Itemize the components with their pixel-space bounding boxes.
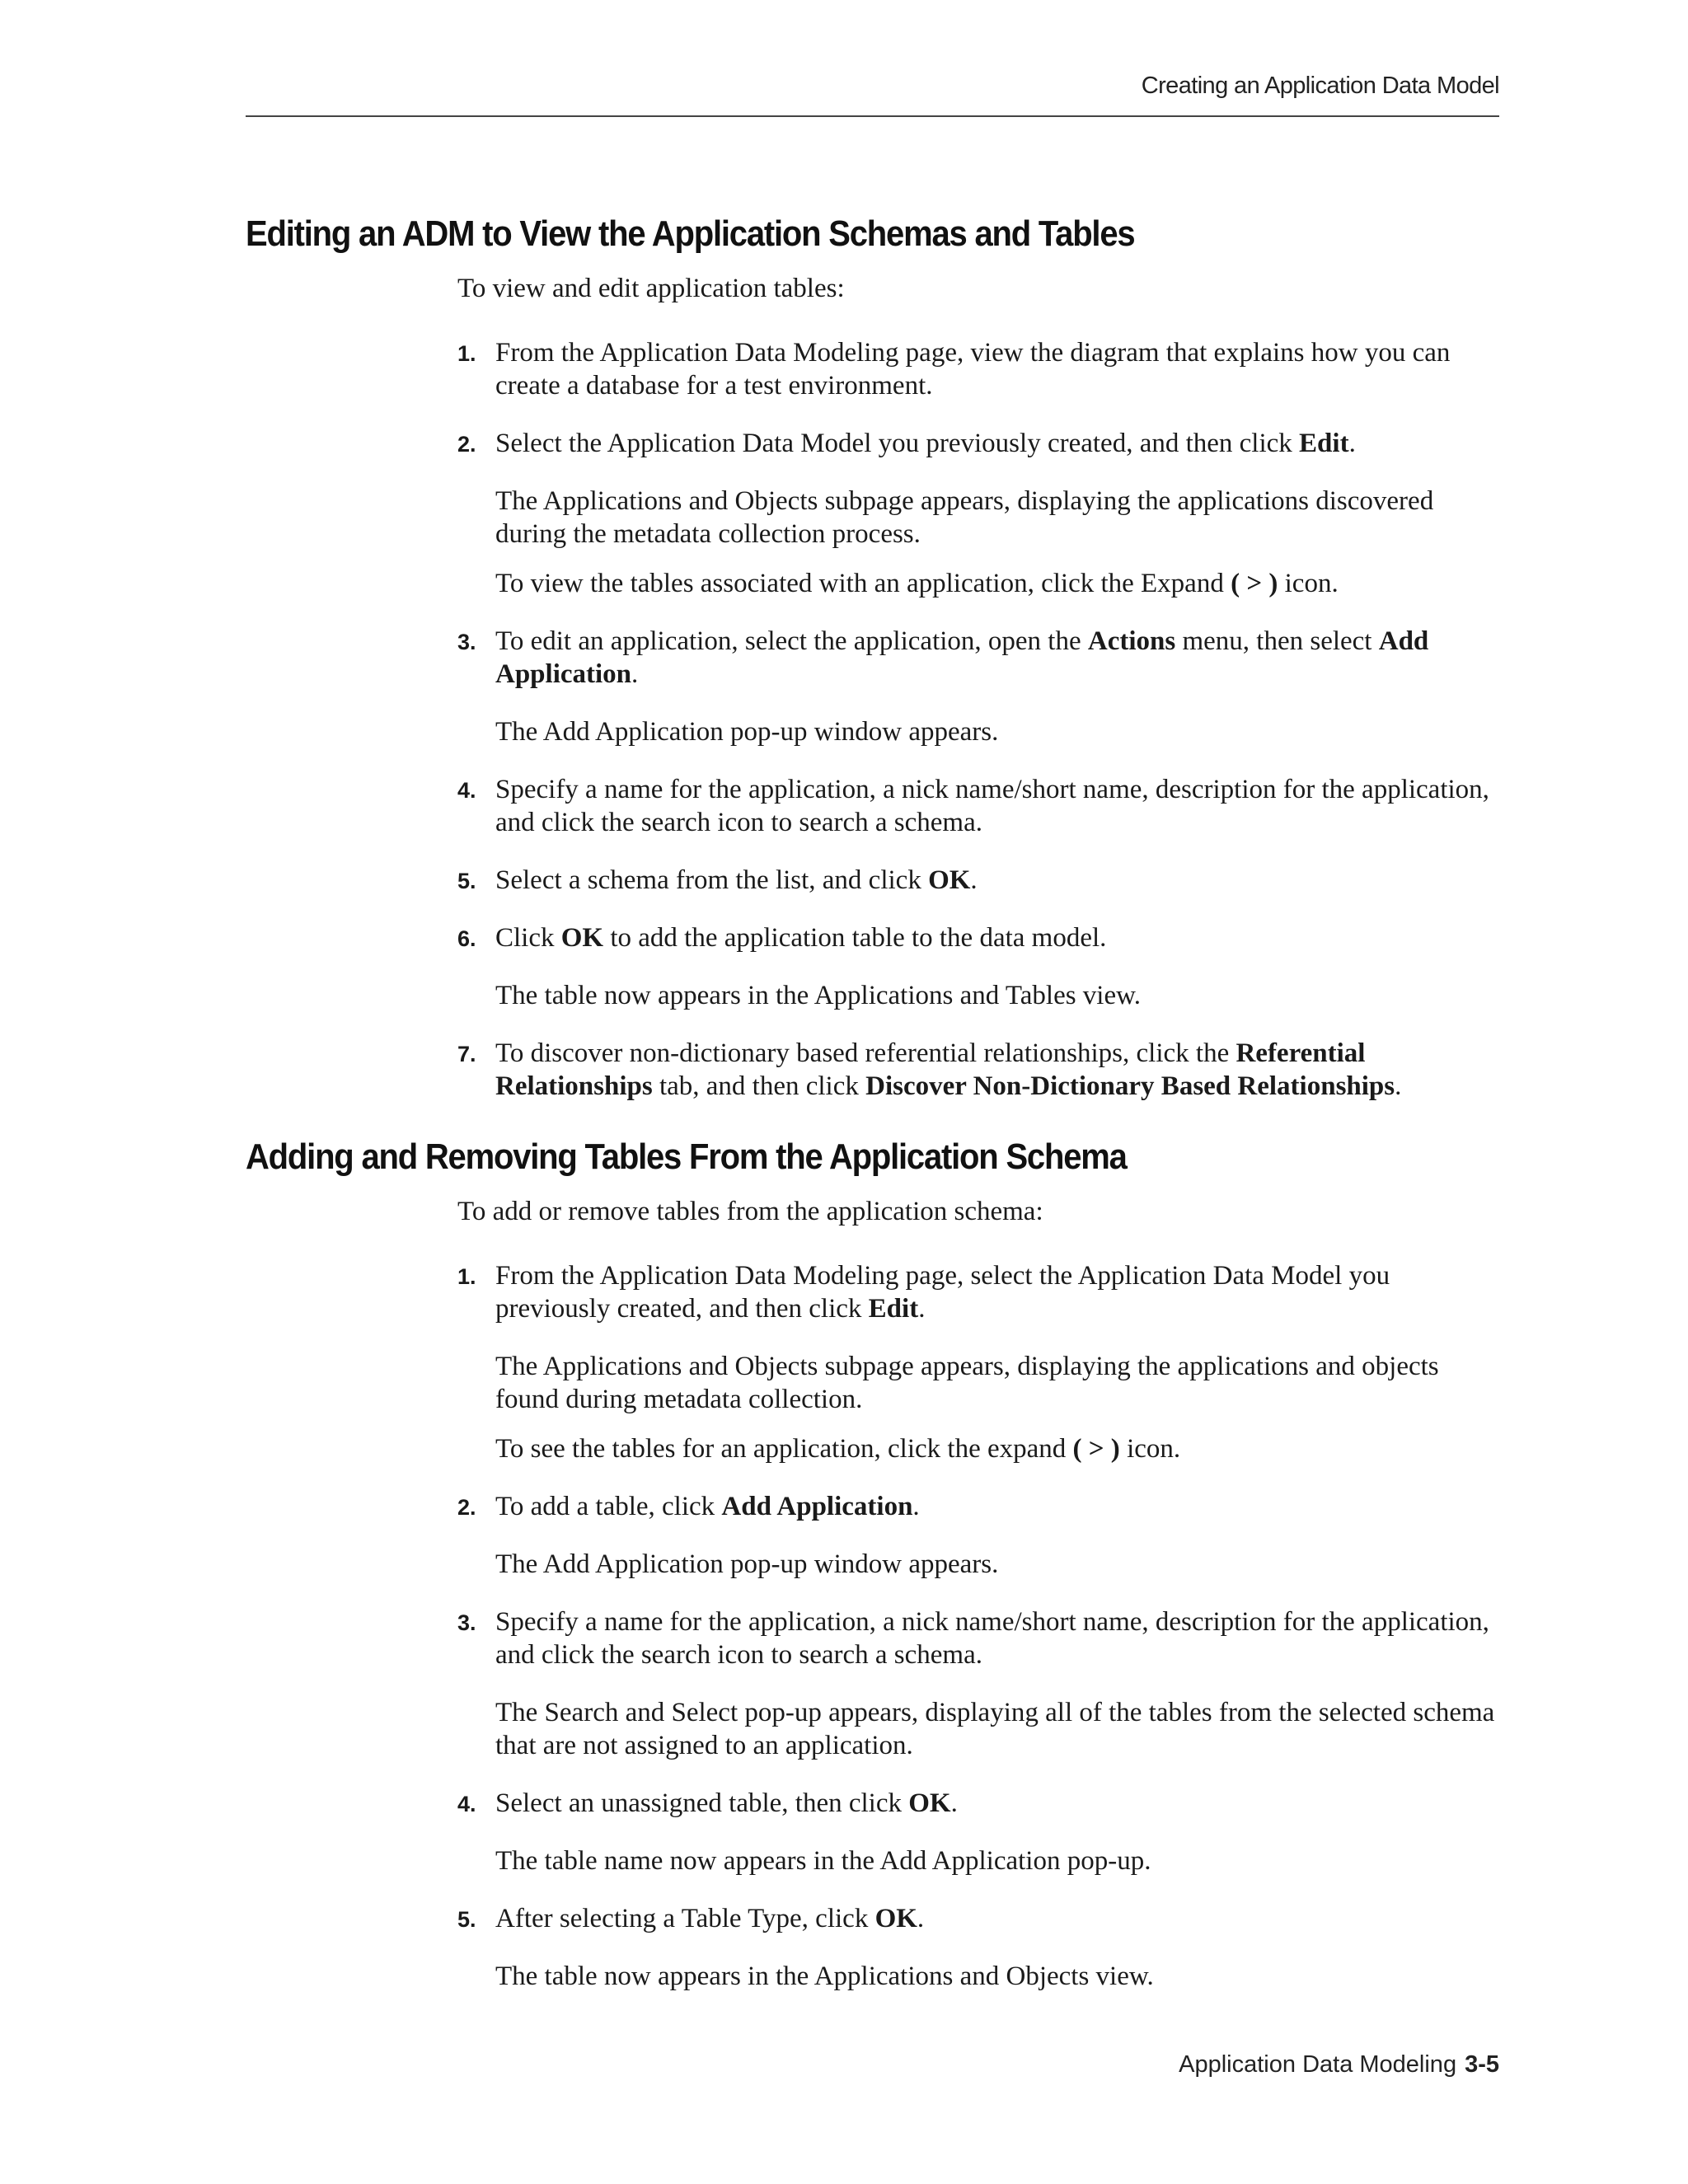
step-number: 3. xyxy=(457,1610,476,1635)
step-item xyxy=(457,1037,1508,1103)
footer-chapter-title: Application Data Modeling xyxy=(1179,2051,1457,2078)
step-text: To discover non-dictionary based referential relationships, click the Referential Relationships tab, and then click Discover Non-Dictionary Based Relationships. xyxy=(495,1038,1402,1101)
step-item xyxy=(457,864,1508,897)
intro-text: To add or remove tables from the application schema: xyxy=(457,1197,1043,1226)
step-text: To add a table, click Add Application. xyxy=(495,1492,920,1521)
s2-step-3 xyxy=(457,1605,1508,1671)
step-note: The table now appears in the Applications and Objects view. xyxy=(495,1961,1154,1991)
step-note: The Applications and Objects subpage appears, displaying the applications and objects found during metadata collection. xyxy=(495,1352,1439,1414)
step-text: Specify a name for the application, a nick name/short name, description for the application, and click the search icon to search a schema. xyxy=(495,1607,1489,1670)
step-text: To edit an application, select the application, open the Actions menu, then select Add Application. xyxy=(495,626,1429,689)
s1-step-2-note-1 xyxy=(457,485,1508,551)
step-number: 1. xyxy=(457,341,476,366)
step-text: Select the Application Data Model you previously created, and then click Edit. xyxy=(495,429,1356,458)
step-number: 3. xyxy=(457,630,476,654)
step-number: 4. xyxy=(457,1792,476,1816)
s2-step-1 xyxy=(457,1259,1508,1325)
s2-step-4 xyxy=(457,1787,1508,1820)
s1-step-4 xyxy=(457,773,1508,839)
step-number: 2. xyxy=(457,1495,476,1520)
s2-step-4-note xyxy=(457,1844,1508,1877)
step-number: 7. xyxy=(457,1042,476,1066)
intro-text: To view and edit application tables: xyxy=(457,274,845,303)
step-text: Select a schema from the list, and click OK. xyxy=(495,865,978,895)
page-number: 3-5 xyxy=(1465,2051,1499,2078)
step-number: 5. xyxy=(457,869,476,893)
step-text: From the Application Data Modeling page, select the Application Data Model you previously created, and then click Edit. xyxy=(495,1261,1390,1324)
section-heading-adding-removing: Adding and Removing Tables From the Application Schema xyxy=(246,1137,1127,1177)
page-footer xyxy=(1179,2051,1499,2079)
header-rule xyxy=(246,115,1499,117)
step-number: 4. xyxy=(457,778,476,803)
s1-step-2 xyxy=(457,427,1508,460)
s1-step-1 xyxy=(457,336,1508,402)
s2-step-1-note-2 xyxy=(457,1432,1508,1465)
step-text: Specify a name for the application, a nick name/short name, description for the application, and click the search icon to search a schema. xyxy=(495,775,1489,837)
step-number: 2. xyxy=(457,432,476,457)
s1-step-3-note xyxy=(457,715,1508,748)
section-heading-editing-adm: Editing an ADM to View the Application Schemas and Tables xyxy=(246,214,1135,254)
step-text: Click OK to add the application table to the data model. xyxy=(495,923,1107,953)
s2-step-5 xyxy=(457,1902,1508,1935)
step-item xyxy=(457,1902,1508,1935)
section1-intro xyxy=(457,272,1508,305)
step-item xyxy=(457,921,1508,954)
step-number: 1. xyxy=(457,1264,476,1289)
step-note: The table now appears in the Applications and Tables view. xyxy=(495,981,1142,1010)
step-note: The Add Application pop-up window appears. xyxy=(495,717,999,747)
s1-step-3 xyxy=(457,625,1508,691)
step-note: The Search and Select pop-up appears, displaying all of the tables from the selected schema that are not assigned to an application. xyxy=(495,1698,1495,1760)
s2-step-2-note xyxy=(457,1548,1508,1581)
step-number: 5. xyxy=(457,1907,476,1932)
running-header: Creating an Application Data Model xyxy=(1141,73,1499,99)
s1-step-5 xyxy=(457,864,1508,897)
step-item xyxy=(457,336,1508,402)
step-note: The Applications and Objects subpage appears, displaying the applications discovered during the metadata collection process. xyxy=(495,486,1434,549)
step-text: After selecting a Table Type, click OK. xyxy=(495,1904,925,1933)
step-text: From the Application Data Modeling page, view the diagram that explains how you can create a database for a test environment. xyxy=(495,338,1451,401)
step-note: The table name now appears in the Add Application pop-up. xyxy=(495,1846,1151,1876)
step-item xyxy=(457,1787,1508,1820)
s2-step-5-note xyxy=(457,1960,1508,1993)
s1-step-6-note xyxy=(457,979,1508,1012)
s1-step-2-note-2 xyxy=(457,567,1508,600)
step-item xyxy=(457,625,1508,691)
step-item xyxy=(457,1605,1508,1671)
step-item xyxy=(457,1259,1508,1325)
step-text: Select an unassigned table, then click OK. xyxy=(495,1788,958,1818)
step-item xyxy=(457,427,1508,460)
step-note: The Add Application pop-up window appears. xyxy=(495,1549,999,1579)
section2-intro xyxy=(457,1195,1508,1228)
step-note: To view the tables associated with an application, click the Expand ( > ) icon. xyxy=(495,569,1339,598)
s1-step-6 xyxy=(457,921,1508,954)
s2-step-1-note-1 xyxy=(457,1350,1508,1416)
s2-step-2 xyxy=(457,1490,1508,1523)
s1-step-7 xyxy=(457,1037,1508,1103)
step-note: To see the tables for an application, click the expand ( > ) icon. xyxy=(495,1434,1181,1464)
s2-step-3-note xyxy=(457,1696,1508,1762)
step-item xyxy=(457,1490,1508,1523)
step-number: 6. xyxy=(457,926,476,951)
step-item xyxy=(457,773,1508,839)
